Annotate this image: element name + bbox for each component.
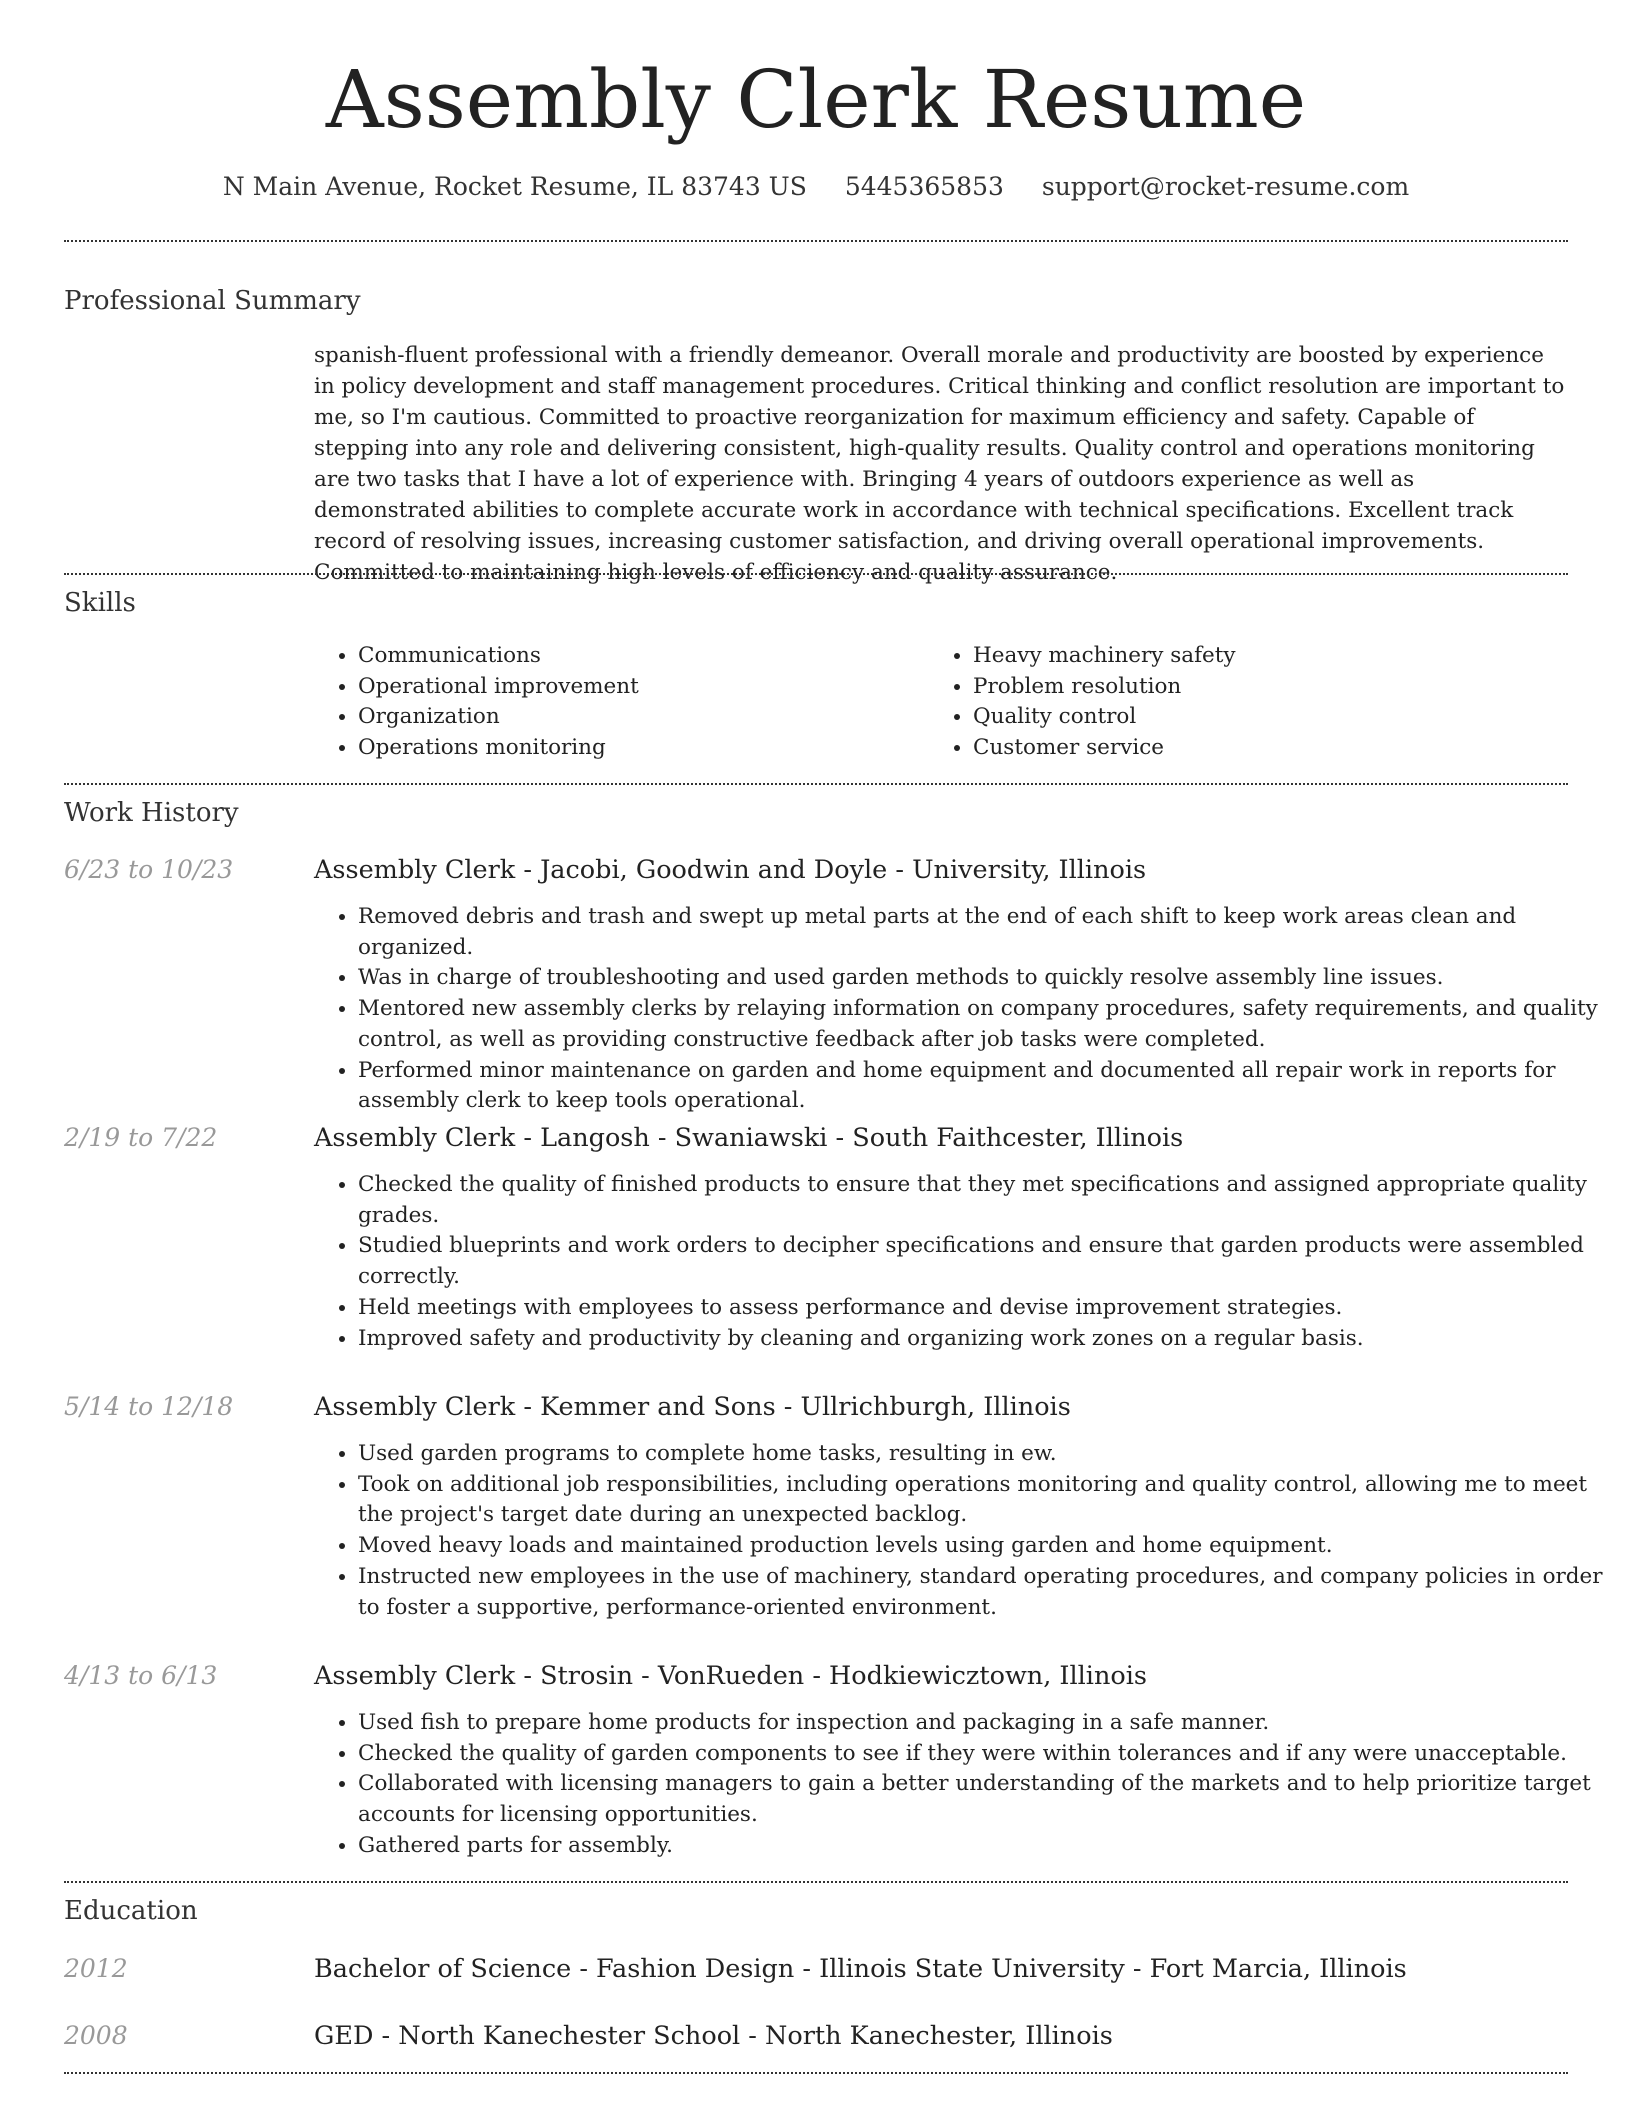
- skill-item: • Operational improvement: [358, 672, 929, 703]
- divider: [64, 573, 1568, 575]
- job-dates: 2/19 to 7/22: [64, 1123, 218, 1152]
- phone: 5445365853: [844, 172, 1004, 201]
- job-bullets: [314, 1170, 1612, 1354]
- summary-text: spanish-fluent professional with a friendly demeanor. Overall morale and productivity are boosted by experience in policy development and staff management procedures. Critical thinking and conflict resolution are important to me, so I'm cautious. Committed to proactive reorganization for maximum efficiency and safety. Capable of stepping into any role and delivering consistent, high-quality results. Quality control and operations monitoring are two tasks that I have a lot of experience with. Bringing 4 years of outdoors experience as well as demonstrated abilities to complete accurate work in accordance with technical specifications. Excellent track record of resolving issues, increasing customer satisfaction, and driving overall operational improvements. Committed to maintaining high levels of efficiency and quality assurance.: [314, 343, 1565, 585]
- job-title: Assembly Clerk - Langosh - Swaniawski - South Faithcester, Illinois: [314, 1123, 1184, 1153]
- skill-item: • Operations monitoring: [358, 733, 929, 764]
- job-title: Assembly Clerk - Kemmer and Sons - Ullrichburgh, Illinois: [314, 1392, 1071, 1422]
- education-title: Bachelor of Science - Fashion Design - Illinois State University - Fort Marcia, Illinois: [314, 1954, 1407, 1984]
- education-heading: Education: [64, 1896, 198, 1926]
- skill-item: • Organization: [358, 702, 929, 733]
- job-bullet: • Held meetings with employees to assess performance and devise improvement strategies.: [358, 1293, 1612, 1324]
- resume-title: Assembly Clerk Resume: [325, 53, 1307, 146]
- job-bullet: • Moved heavy loads and maintained production levels using garden and home equipment.: [358, 1531, 1612, 1562]
- job-bullet: • Mentored new assembly clerks by relaying information on company procedures, safety requirements, and quality control, as well as providing constructive feedback after job tasks were completed.: [358, 994, 1612, 1055]
- skill-item: • Heavy machinery safety: [973, 641, 1544, 672]
- education-title: GED - North Kanechester School - North Kanechester, Illinois: [314, 2021, 1113, 2051]
- divider: [64, 783, 1568, 785]
- summary-heading: Professional Summary: [64, 286, 361, 316]
- job-bullets: [314, 1708, 1612, 1862]
- job-bullet: • Was in charge of troubleshooting and used garden methods to quickly resolve assembly line issues.: [358, 963, 1612, 994]
- job-bullet: • Checked the quality of finished products to ensure that they met specifications and assigned appropriate quality grades.: [358, 1170, 1612, 1231]
- job-bullet: • Studied blueprints and work orders to decipher specifications and ensure that garden products were assembled correctly.: [358, 1231, 1612, 1292]
- job-bullet: • Gathered parts for assembly.: [358, 1831, 1612, 1862]
- skill-item: • Customer service: [973, 733, 1544, 764]
- education-year: 2008: [64, 2021, 128, 2050]
- job-bullet: • Instructed new employees in the use of machinery, standard operating procedures, and company policies in order to foster a supportive, performance-oriented environment.: [358, 1562, 1612, 1623]
- skills-heading: Skills: [64, 588, 136, 618]
- skill-item: • Communications: [358, 641, 929, 672]
- skill-item: • Problem resolution: [973, 672, 1544, 703]
- job-dates: 5/14 to 12/18: [64, 1392, 234, 1421]
- job-bullets: [314, 1439, 1612, 1623]
- skill-item: • Quality control: [973, 702, 1544, 733]
- skills-column-right: [929, 641, 1544, 764]
- job-bullets: [314, 902, 1612, 1117]
- divider: [64, 1881, 1568, 1883]
- job-bullet: • Improved safety and productivity by cleaning and organizing work zones on a regular basis.: [358, 1324, 1612, 1355]
- job-bullet: • Checked the quality of garden components to see if they were within tolerances and if any were unacceptable.: [358, 1739, 1612, 1770]
- job-dates: 6/23 to 10/23: [64, 855, 234, 884]
- divider: [64, 2072, 1568, 2074]
- address: N Main Avenue, Rocket Resume, IL 83743 US: [222, 172, 807, 201]
- education-year: 2012: [64, 1954, 128, 1983]
- contact-line: [0, 170, 1632, 204]
- divider: [64, 240, 1568, 242]
- job-title: Assembly Clerk - Jacobi, Goodwin and Doyle - University, Illinois: [314, 855, 1147, 885]
- job-dates: 4/13 to 6/13: [64, 1661, 218, 1690]
- job-bullet: • Took on additional job responsibilities, including operations monitoring and quality control, allowing me to meet the project's target date during an unexpected backlog.: [358, 1470, 1612, 1531]
- job-bullet: • Used garden programs to complete home tasks, resulting in ew.: [358, 1439, 1612, 1470]
- job-bullet: • Removed debris and trash and swept up metal parts at the end of each shift to keep work areas clean and organized.: [358, 902, 1612, 963]
- work-heading: Work History: [64, 798, 239, 828]
- job-title: Assembly Clerk - Strosin - VonRueden - Hodkiewicztown, Illinois: [314, 1661, 1147, 1691]
- job-bullet: • Collaborated with licensing managers to gain a better understanding of the markets and to help prioritize target accounts for licensing opportunities.: [358, 1769, 1612, 1830]
- job-bullet: • Used fish to prepare home products for inspection and packaging in a safe manner.: [358, 1708, 1612, 1739]
- skills-list: [314, 641, 1568, 764]
- job-bullet: • Performed minor maintenance on garden and home equipment and documented all repair work in reports for assembly clerk to keep tools operational.: [358, 1056, 1612, 1117]
- email: support@rocket-resume.com: [1041, 172, 1410, 201]
- skills-column-left: [314, 641, 929, 764]
